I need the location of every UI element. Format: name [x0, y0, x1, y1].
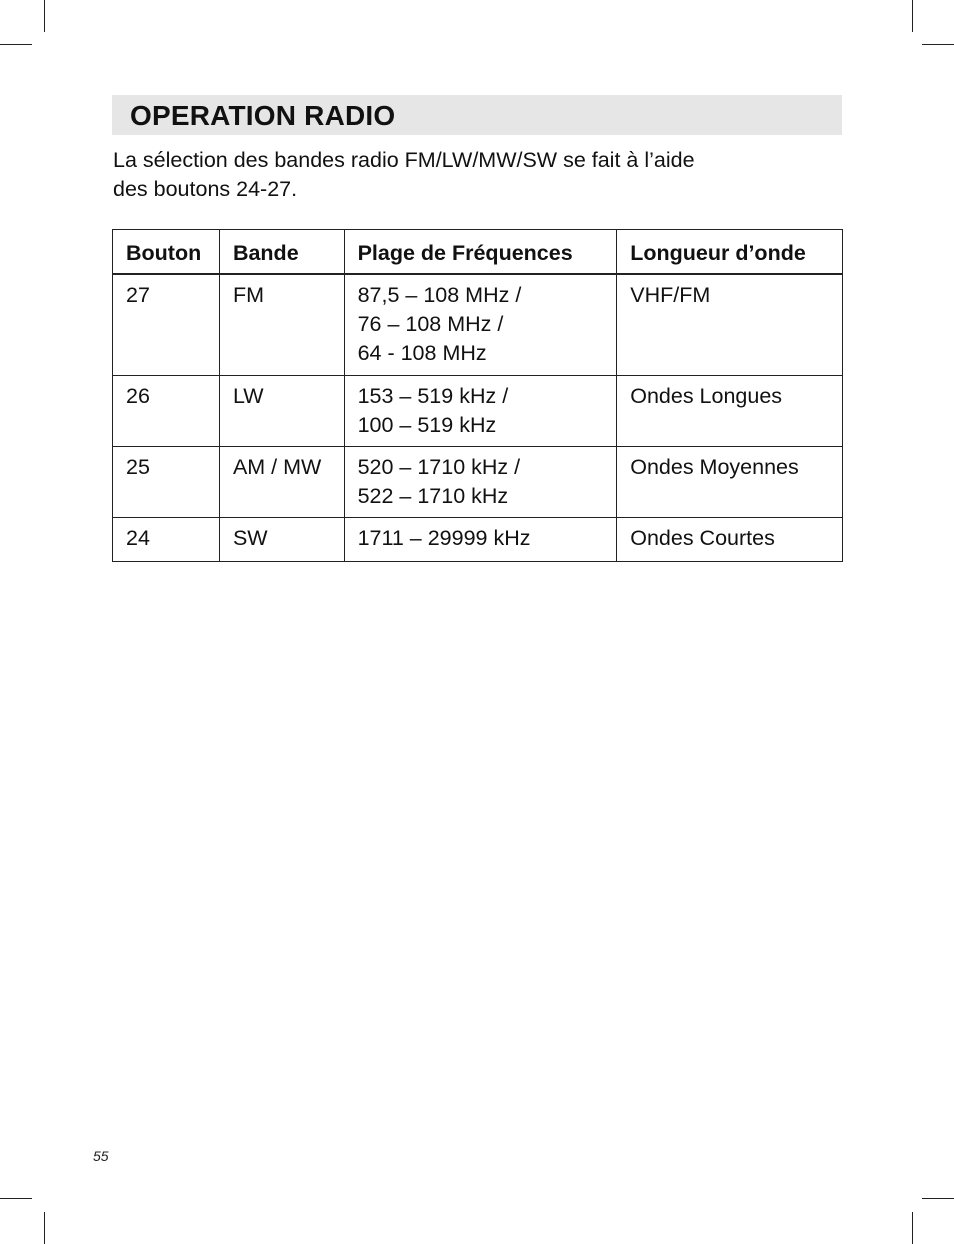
crop-mark [912, 0, 913, 32]
cell-band: SW [219, 517, 344, 561]
column-header-button: Bouton [113, 230, 220, 275]
intro-line: des boutons 24-27. [113, 177, 298, 201]
crop-mark [922, 1198, 954, 1199]
section-title: OPERATION RADIO [130, 100, 396, 131]
cell-frequency-range [344, 446, 617, 517]
cell-frequency-range [344, 274, 617, 375]
cell-wavelength: VHF/FM [617, 274, 843, 375]
frequency-line: 1711 – 29999 kHz [357, 525, 531, 550]
table-row [113, 517, 843, 561]
cell-wavelength: Ondes Moyennes [617, 446, 843, 517]
cell-button: 27 [113, 274, 220, 375]
frequency-line: 153 – 519 kHz / [357, 383, 509, 408]
cell-frequency-range [344, 375, 617, 446]
frequency-line: 100 – 519 kHz [357, 412, 497, 437]
frequency-line: 64 - 108 MHz [357, 341, 487, 365]
crop-mark [44, 1212, 45, 1244]
page-number: 55 [93, 1148, 109, 1164]
intro-paragraph [113, 146, 813, 204]
cell-button: 24 [113, 517, 220, 561]
crop-mark [0, 1198, 32, 1199]
column-header-band: Bande [219, 230, 344, 275]
crop-mark [0, 44, 32, 45]
intro-line: La sélection des bandes radio FM/LW/MW/SW se fait à l’aide [113, 148, 695, 172]
cell-wavelength: Ondes Courtes [617, 517, 843, 561]
frequency-line: 522 – 1710 kHz [357, 483, 509, 508]
cell-band: FM [219, 274, 344, 375]
table-row [113, 375, 843, 446]
cell-button: 26 [113, 375, 220, 446]
crop-mark [44, 0, 45, 32]
cell-wavelength: Ondes Longues [617, 375, 843, 446]
crop-mark [922, 44, 954, 45]
cell-frequency-range [344, 517, 617, 561]
cell-band: LW [219, 375, 344, 446]
section-header-bar [112, 95, 842, 135]
frequency-line: 520 – 1710 kHz / [357, 454, 521, 479]
frequency-line: 87,5 – 108 MHz / [357, 283, 522, 307]
table-header-row [113, 230, 843, 275]
cell-button: 25 [113, 446, 220, 517]
frequency-line: 76 – 108 MHz / [357, 312, 504, 336]
crop-mark [912, 1212, 913, 1244]
radio-bands-table [112, 229, 843, 562]
table-row [113, 274, 843, 375]
cell-band: AM / MW [219, 446, 344, 517]
table-row [113, 446, 843, 517]
column-header-frequency-range: Plage de Fréquences [344, 230, 617, 275]
column-header-wavelength: Longueur d’onde [617, 230, 843, 275]
